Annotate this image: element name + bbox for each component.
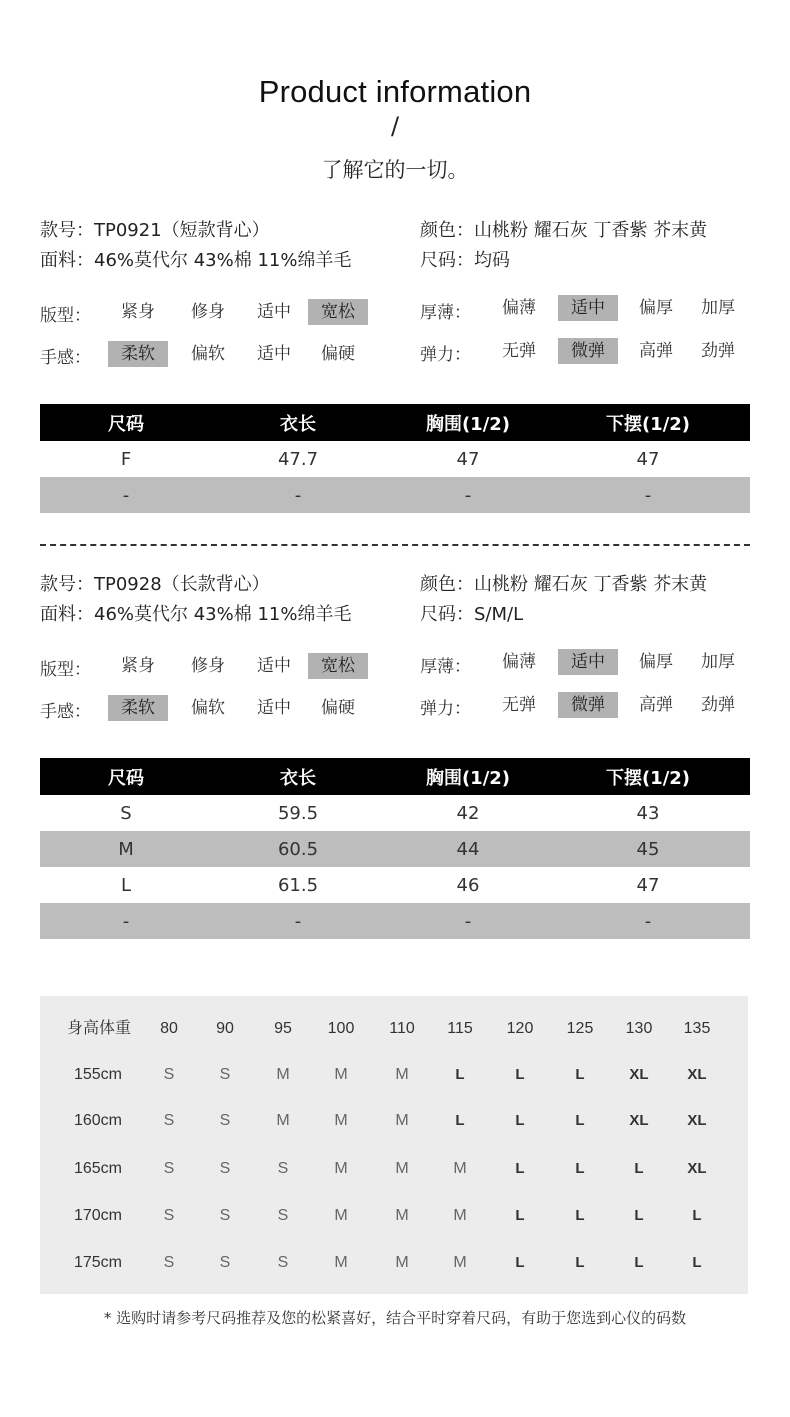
recommended-size: L — [515, 1112, 525, 1129]
recommended-size: M — [334, 1207, 348, 1224]
elasticity-option: 无弹 — [502, 341, 536, 361]
column-header: 胸围(1/2) — [425, 767, 511, 789]
thickness-option-selected: 适中 — [558, 295, 618, 321]
table-cell: 44 — [456, 838, 480, 860]
elasticity-option: 高弹 — [639, 695, 673, 715]
column-header: 尺码 — [108, 767, 144, 789]
table-header-row — [40, 758, 750, 795]
recommended-size: L — [455, 1066, 465, 1083]
recommended-size: M — [276, 1112, 290, 1129]
size-options: 尺码：S/M/L — [420, 604, 524, 625]
table-cell: L — [120, 874, 132, 896]
column-header: 胸围(1/2) — [425, 413, 511, 435]
recommended-size: L — [515, 1160, 525, 1177]
recommended-size: S — [219, 1112, 231, 1129]
feel-option: 偏软 — [191, 344, 225, 364]
height-label: 160cm — [73, 1112, 123, 1129]
size-recommendation-grid — [40, 996, 748, 1294]
thickness-option: 加厚 — [701, 298, 735, 318]
weight-header: 90 — [216, 1020, 234, 1037]
thickness-option: 偏薄 — [502, 652, 536, 672]
recommended-size: XL — [629, 1112, 649, 1129]
thickness-option: 偏厚 — [639, 652, 673, 672]
recommended-size: M — [334, 1112, 348, 1129]
column-header: 下摆(1/2) — [605, 767, 691, 789]
recommended-size: M — [395, 1207, 409, 1224]
recommended-size: S — [163, 1112, 175, 1129]
recommended-size: XL — [687, 1112, 707, 1129]
fit-label: 版型： — [40, 306, 91, 326]
header-slash: / — [390, 112, 400, 140]
table-cell: 59.5 — [277, 802, 319, 824]
fabric-composition: 面料：46%莫代尔 43%棉 11%绵羊毛 — [40, 250, 352, 271]
recommended-size: L — [455, 1112, 465, 1129]
table-cell: - — [294, 484, 302, 506]
table-cell: 47 — [456, 448, 480, 470]
style-number: 款号：TP0928（长款背心） — [40, 574, 270, 595]
feel-label: 手感： — [40, 702, 91, 722]
recommended-size: L — [634, 1160, 644, 1177]
feel-option: 适中 — [257, 344, 291, 364]
table-cell: - — [294, 910, 302, 932]
height-label: 155cm — [73, 1066, 123, 1083]
recommended-size: S — [277, 1254, 289, 1271]
corner-label: 身高体重 — [66, 1020, 131, 1037]
table-cell: 45 — [636, 838, 660, 860]
thickness-label: 厚薄： — [420, 303, 471, 323]
weight-header: 135 — [683, 1020, 711, 1037]
fit-option: 紧身 — [121, 302, 155, 322]
color-options: 颜色：山桃粉 耀石灰 丁香紫 芥末黄 — [420, 220, 708, 241]
elasticity-option: 劲弹 — [701, 695, 735, 715]
recommended-size: M — [395, 1066, 409, 1083]
table-row — [40, 867, 750, 903]
recommended-size: L — [575, 1254, 585, 1271]
fit-label: 版型： — [40, 660, 91, 680]
recommended-size: M — [334, 1160, 348, 1177]
thickness-option: 偏厚 — [639, 298, 673, 318]
feel-option-selected: 柔软 — [108, 341, 168, 367]
elasticity-label: 弹力： — [420, 699, 471, 719]
column-header: 衣长 — [280, 767, 316, 789]
height-row — [40, 1154, 748, 1184]
recommended-size: S — [163, 1066, 175, 1083]
recommended-size: S — [163, 1254, 175, 1271]
elasticity-option-selected: 微弹 — [558, 692, 618, 718]
weight-header: 125 — [566, 1020, 594, 1037]
weight-header: 80 — [160, 1020, 178, 1037]
elasticity-option: 无弹 — [502, 695, 536, 715]
feel-option: 偏硬 — [321, 698, 355, 718]
weight-header: 130 — [625, 1020, 653, 1037]
fit-option: 适中 — [257, 656, 291, 676]
recommended-size: XL — [687, 1160, 707, 1177]
table-row — [40, 831, 750, 867]
table-cell: 42 — [456, 802, 480, 824]
recommended-size: S — [219, 1160, 231, 1177]
recommended-size: L — [692, 1254, 702, 1271]
fit-option-selected: 宽松 — [308, 653, 368, 679]
recommended-size: XL — [629, 1066, 649, 1083]
feel-label: 手感： — [40, 348, 91, 368]
weight-header: 100 — [327, 1020, 355, 1037]
fit-option: 修身 — [191, 656, 225, 676]
table-cell: 47.7 — [277, 448, 319, 470]
feel-option-selected: 柔软 — [108, 695, 168, 721]
size-spec-table — [40, 404, 750, 513]
style-number: 款号：TP0921（短款背心） — [40, 220, 270, 241]
table-cell: 47 — [636, 874, 660, 896]
feel-option: 适中 — [257, 698, 291, 718]
table-cell: - — [464, 910, 472, 932]
column-header: 尺码 — [108, 413, 144, 435]
recommended-size: S — [163, 1207, 175, 1224]
table-row — [40, 441, 750, 477]
recommended-size: S — [277, 1207, 289, 1224]
recommended-size: M — [334, 1254, 348, 1271]
recommended-size: M — [395, 1160, 409, 1177]
recommended-size: M — [395, 1112, 409, 1129]
table-cell: 43 — [636, 802, 660, 824]
recommended-size: L — [692, 1207, 702, 1224]
table-cell: 46 — [456, 874, 480, 896]
height-row — [40, 1060, 748, 1090]
height-label: 170cm — [73, 1207, 123, 1224]
height-label: 175cm — [73, 1254, 123, 1271]
table-cell: 60.5 — [277, 838, 319, 860]
recommended-size: S — [277, 1160, 289, 1177]
table-cell: S — [120, 802, 132, 824]
fit-option: 紧身 — [121, 656, 155, 676]
fit-option-selected: 宽松 — [308, 299, 368, 325]
recommended-size: L — [575, 1066, 585, 1083]
recommended-size: XL — [687, 1066, 707, 1083]
elasticity-label: 弹力： — [420, 345, 471, 365]
thickness-option-selected: 适中 — [558, 649, 618, 675]
size-spec-table — [40, 758, 750, 939]
page-subtitle: 了解它的一切。 — [321, 158, 469, 182]
recommended-size: L — [515, 1207, 525, 1224]
column-header: 衣长 — [280, 413, 316, 435]
recommended-size: L — [634, 1207, 644, 1224]
height-row — [40, 1106, 748, 1136]
height-label: 165cm — [73, 1160, 123, 1177]
height-row — [40, 1201, 748, 1231]
fabric-composition: 面料：46%莫代尔 43%棉 11%绵羊毛 — [40, 604, 352, 625]
feel-option: 偏软 — [191, 698, 225, 718]
recommended-size: L — [515, 1066, 525, 1083]
recommended-size: S — [219, 1254, 231, 1271]
table-cell: 61.5 — [277, 874, 319, 896]
table-row — [40, 903, 750, 939]
recommended-size: L — [575, 1160, 585, 1177]
thickness-label: 厚薄： — [420, 657, 471, 677]
table-cell: - — [122, 484, 130, 506]
table-cell: M — [118, 838, 134, 860]
recommended-size: M — [453, 1207, 467, 1224]
color-options: 颜色：山桃粉 耀石灰 丁香紫 芥末黄 — [420, 574, 708, 595]
dashed-divider — [40, 544, 750, 546]
recommended-size: M — [276, 1066, 290, 1083]
recommended-size: S — [163, 1160, 175, 1177]
size-options: 尺码：均码 — [420, 250, 510, 271]
recommended-size: S — [219, 1066, 231, 1083]
table-header-row — [40, 404, 750, 441]
height-row — [40, 1248, 748, 1278]
fit-option: 修身 — [191, 302, 225, 322]
table-cell: - — [644, 910, 652, 932]
thickness-option: 加厚 — [701, 652, 735, 672]
elasticity-option-selected: 微弹 — [558, 338, 618, 364]
table-cell: 47 — [636, 448, 660, 470]
page-title: Product information — [258, 74, 532, 109]
weight-header: 120 — [506, 1020, 534, 1037]
weight-header-row — [40, 1014, 748, 1044]
weight-header: 110 — [389, 1020, 415, 1037]
recommended-size: M — [453, 1160, 467, 1177]
thickness-option: 偏薄 — [502, 298, 536, 318]
recommended-size: M — [334, 1066, 348, 1083]
recommended-size: L — [575, 1207, 585, 1224]
recommended-size: M — [453, 1254, 467, 1271]
feel-option: 偏硬 — [321, 344, 355, 364]
table-row — [40, 477, 750, 513]
table-cell: - — [644, 484, 652, 506]
table-cell: F — [120, 448, 132, 470]
elasticity-option: 劲弹 — [701, 341, 735, 361]
table-row — [40, 795, 750, 831]
weight-header: 115 — [447, 1020, 473, 1037]
table-cell: - — [464, 484, 472, 506]
recommended-size: L — [575, 1112, 585, 1129]
elasticity-option: 高弹 — [639, 341, 673, 361]
footnote: * 选购时请参考尺码推荐及您的松紧喜好，结合平时穿着尺码，有助于您选到心仪的码数 — [103, 1309, 687, 1327]
recommended-size: S — [219, 1207, 231, 1224]
recommended-size: M — [395, 1254, 409, 1271]
table-cell: - — [122, 910, 130, 932]
fit-option: 适中 — [257, 302, 291, 322]
recommended-size: L — [515, 1254, 525, 1271]
weight-header: 95 — [274, 1020, 292, 1037]
recommended-size: L — [634, 1254, 644, 1271]
column-header: 下摆(1/2) — [605, 413, 691, 435]
